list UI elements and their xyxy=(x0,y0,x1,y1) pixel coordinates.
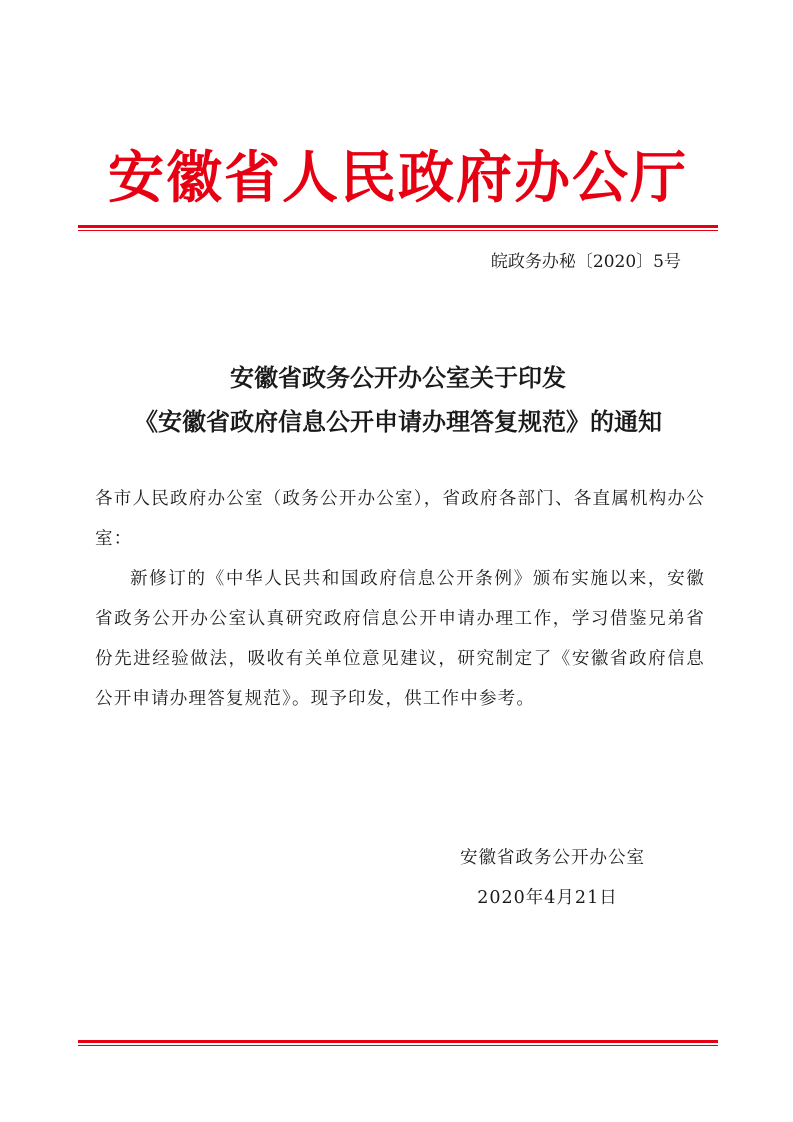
body-paragraph: 新修订的《中华人民共和国政府信息公开条例》颁布实施以来，安徽省政务公开办公室认真研究政府信息公开申请办理工作，学习借鉴兄弟省份先进经验做法，吸收有关单位意见建议，研究制定了《安徽省政府信息公开申请办理答复规范》。现予印发，供工作中参考。 xyxy=(95,569,705,709)
issuer-name: 安徽省政务公开办公室 xyxy=(460,848,645,868)
addressee-text: 各市人民政府办公室（政务公开办公室），省政府各部门、各直属机构办公室： xyxy=(95,489,705,549)
issuing-authority-header: 安徽省人民政府办公厅 xyxy=(108,145,688,211)
notice-title xyxy=(78,356,718,444)
footer-red-rule xyxy=(78,1040,718,1046)
notice-title-line-1: 安徽省政务公开办公室关于印发 xyxy=(230,363,566,392)
signature-block xyxy=(460,838,645,918)
footer-rule-thin xyxy=(78,1045,718,1046)
header-rule-thin xyxy=(78,230,718,231)
notice-body xyxy=(95,479,705,719)
document-number: 皖政务办秘〔2020〕5号 xyxy=(490,252,681,272)
issue-date: 2020年4月21日 xyxy=(477,888,618,908)
header-red-rule xyxy=(78,225,718,231)
notice-title-line-2: 《安徽省政府信息公开申请办理答复规范》的通知 xyxy=(134,407,662,436)
